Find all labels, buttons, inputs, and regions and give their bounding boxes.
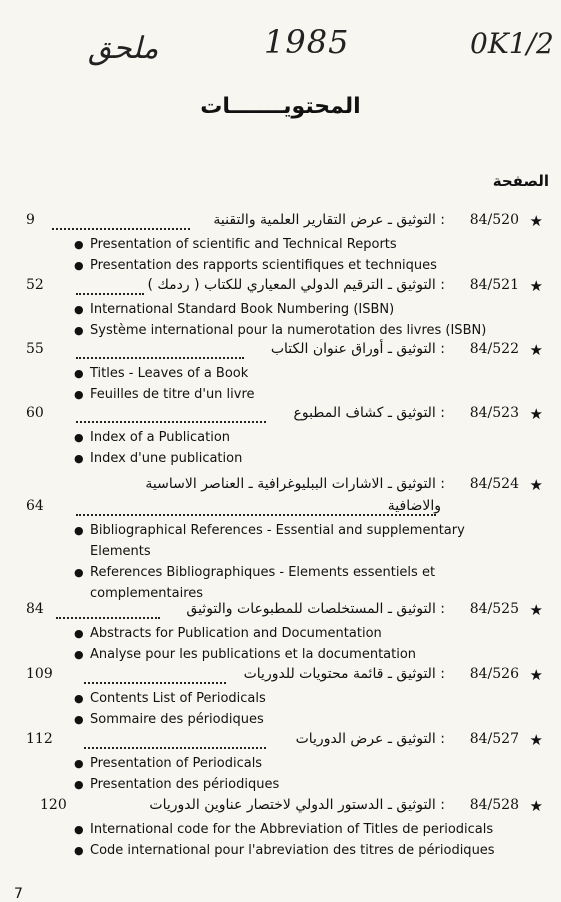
toc-arabic-title: : التوثيق ـ الترقيم الدولي المعياري للكتاب ( ردمك ) [147, 277, 445, 293]
bullet-icon: ● [74, 757, 84, 770]
star-icon: ★ [529, 797, 543, 815]
star-icon: ★ [529, 341, 543, 359]
list-item: ● Sommaire des périodiques [90, 709, 510, 730]
list-item: ● Contents List of Periodicals [90, 688, 510, 709]
toc-page-number: 109 [26, 666, 53, 682]
toc-arabic-title: : التوثيق ـ قائمة محتويات للدوريات [243, 666, 445, 682]
toc-entry [0, 666, 561, 727]
bullet-icon: ● [74, 566, 84, 579]
list-item: ● Presentation of Periodicals [90, 753, 510, 774]
bullet-icon: ● [74, 303, 84, 316]
toc-entry [0, 601, 561, 662]
list-item: ● Index of a Publication [90, 427, 510, 448]
toc-code: 84/528 [469, 797, 519, 813]
toc-entry-continuation [0, 498, 561, 520]
bullet-icon: ● [74, 713, 84, 726]
bullet-icon: ● [74, 823, 84, 836]
toc-arabic-title: : التوثيق ـ الاشارات الببليوغرافية ـ العناصر الاساسية [145, 476, 445, 492]
star-icon: ★ [529, 405, 543, 423]
handwritten-year: 1985 [264, 23, 350, 61]
page-title: المحتويـــــــات [200, 94, 361, 119]
bullet-icon: ● [74, 648, 84, 661]
bullet-icon: ● [74, 259, 84, 272]
toc-entry [0, 731, 561, 792]
bullet-icon: ● [74, 324, 84, 337]
toc-code: 84/525 [469, 601, 519, 617]
leader-dots [84, 733, 266, 749]
list-item: ● Analyse pour les publications et la documentation [90, 644, 510, 665]
toc-entry [0, 212, 561, 273]
toc-arabic-title: : التوثيق ـ كشاف المطبوع [293, 405, 445, 421]
bullet-icon: ● [74, 452, 84, 465]
toc-entry [0, 341, 561, 402]
handwritten-annex-note: ملحق [88, 31, 159, 66]
star-icon: ★ [529, 666, 543, 684]
toc-entry [0, 797, 561, 858]
toc-code: 84/520 [469, 212, 519, 228]
toc-code: 84/522 [469, 341, 519, 357]
toc-page-number: 9 [26, 212, 35, 228]
leader-dots [84, 668, 226, 684]
list-item: ● International code for the Abbreviation of Titles de periodicals [90, 819, 530, 840]
leader-dots [56, 603, 160, 619]
list-item: ● Abstracts for Publication and Documentation [90, 623, 510, 644]
leader-dots [76, 279, 144, 295]
toc-arabic-title: : التوثيق ـ المستخلصات للمطبوعات والتوثيق [186, 601, 445, 617]
toc-code: 84/527 [469, 731, 519, 747]
toc-page-number: 120 [40, 797, 67, 813]
list-item: ● Presentation des périodiques [90, 774, 510, 795]
list-item: ● Presentation of scientific and Technical Reports [90, 234, 510, 255]
leader-dots [52, 214, 190, 230]
leader-dots [76, 500, 436, 516]
toc-arabic-title: : التوثيق ـ عرض التقارير العلمية والتقنية [213, 212, 445, 228]
star-icon: ★ [529, 601, 543, 619]
toc-code: 84/523 [469, 405, 519, 421]
toc-code: 84/524 [469, 476, 519, 492]
bullet-icon: ● [74, 692, 84, 705]
list-item: ● Feuilles de titre d'un livre [90, 384, 510, 405]
bullet-icon: ● [74, 778, 84, 791]
star-icon: ★ [529, 212, 543, 230]
leader-dots [76, 343, 244, 359]
bullet-icon: ● [74, 844, 84, 857]
list-item: ● Bibliographical References - Essential and supplementary Elements [90, 520, 510, 562]
list-item: ● Titles - Leaves of a Book [90, 363, 510, 384]
page-column-label: الصفحة [492, 172, 549, 190]
toc-entry [0, 277, 561, 338]
handwritten-reference: 0K1/2 [470, 27, 554, 60]
bullet-icon: ● [74, 431, 84, 444]
toc-page-number: 84 [26, 601, 44, 617]
list-item: ● Presentation des rapports scientifiques et techniques [90, 255, 510, 276]
list-item: ● International Standard Book Numbering (ISBN) [90, 299, 510, 320]
list-item: ● Code international pour l'abreviation des titres de périodiques [90, 840, 530, 861]
star-icon: ★ [529, 731, 543, 749]
list-item: ● Index d'une publication [90, 448, 510, 469]
toc-entry [0, 405, 561, 466]
star-icon: ★ [529, 277, 543, 295]
bullet-icon: ● [74, 627, 84, 640]
toc-page-number: 60 [26, 405, 44, 421]
toc-code: 84/526 [469, 666, 519, 682]
leader-dots [76, 407, 266, 423]
list-item: ● Système international pour la numerotation des livres (ISBN) [90, 320, 510, 341]
toc-page-number: 55 [26, 341, 44, 357]
list-item: ● References Bibliographiques - Elements essentiels et complementaires [90, 562, 510, 604]
toc-arabic-title-continuation: والاضافية [387, 498, 441, 514]
toc-page-number: 64 [26, 498, 44, 514]
bullet-icon: ● [74, 388, 84, 401]
page-number-footer: 7 [14, 886, 23, 902]
toc-page-number: 112 [26, 731, 53, 747]
bullet-icon: ● [74, 238, 84, 251]
toc-arabic-title: : التوثيق ـ أوراق عنوان الكتاب [270, 341, 445, 357]
toc-arabic-title: : التوثيق ـ الدستور الدولي لاختصار عناوين الدوريات [149, 797, 445, 813]
toc-arabic-title: : التوثيق ـ عرض الدوريات [295, 731, 445, 747]
toc-entry [0, 476, 561, 601]
toc-page-number: 52 [26, 277, 44, 293]
bullet-icon: ● [74, 367, 84, 380]
toc-code: 84/521 [469, 277, 519, 293]
star-icon: ★ [529, 476, 543, 494]
bullet-icon: ● [74, 524, 84, 537]
